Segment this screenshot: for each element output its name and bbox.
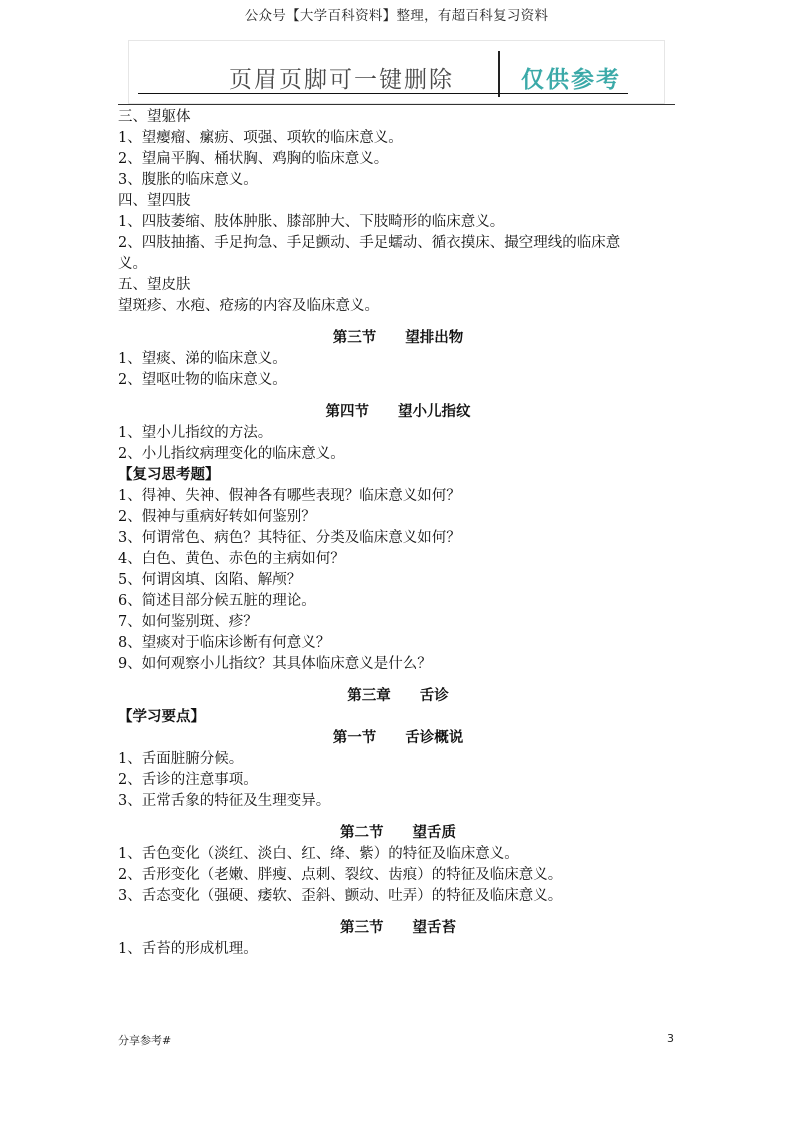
text-line: 三、望躯体 [118,109,191,125]
text-line: 五、望皮肤 [118,277,191,293]
section-heading: 第三节 望排出物 [332,330,464,346]
bold-label: 【学习要点】 [118,709,205,725]
text-line: 1、四肢萎缩、肢体肿胀、膝部肿大、下肢畸形的临床意义。 [118,214,505,230]
text-line: 5、何谓囟填、囟陷、解颅？ [118,572,302,588]
text-line: 1、望小儿指纹的方法。 [118,425,273,441]
text-line: 2、望呕吐物的临床意义。 [118,372,287,388]
text-line: 2、舌形变化（老嫩、胖瘦、点刺、裂纹、齿痕）的特征及临床意义。 [118,867,563,883]
section-heading: 第三章 舌诊 [347,688,449,704]
section-heading: 第一节 舌诊概说 [332,730,464,746]
text-line: 四、望四肢 [118,193,191,209]
section-heading: 第二节 望舌质 [340,825,456,841]
text-line: 1、舌面脏腑分候。 [118,751,244,767]
text-line: 2、小儿指纹病理变化的临床意义。 [118,446,345,462]
text-line: 1、舌色变化（淡红、淡白、红、绛、紫）的特征及临床意义。 [118,846,519,862]
text-line: 1、望瘿瘤、瘰疬、项强、项软的临床意义。 [118,130,403,146]
banner-underline [138,93,628,94]
text-line: 1、望痰、涕的临床意义。 [118,351,287,367]
text-line: 3、何谓常色、病色？其特征、分类及临床意义如何？ [118,530,461,546]
text-line: 1、得神、失神、假神各有哪些表现？临床意义如何？ [118,488,461,504]
text-line: 8、望痰对于临床诊断有何意义？ [118,635,331,651]
paragraph-gap [118,391,678,402]
section-heading: 第三节 望舌苔 [340,920,456,936]
text-line: 4、白色、黄色、赤色的主病如何？ [118,551,345,567]
paragraph-gap [118,317,678,328]
text-line: 7、如何鉴别斑、疹？ [118,614,258,630]
text-line: 2、假神与重病好转如何鉴别？ [118,509,316,525]
text-line: 6、简述目部分候五脏的理论。 [118,593,316,609]
header-rule [118,104,675,105]
paragraph-gap [118,812,678,823]
text-line: 3、腹胀的临床意义。 [118,172,258,188]
text-line: 3、舌态变化（强硬、痿软、歪斜、颤动、吐弄）的特征及临床意义。 [118,888,563,904]
section-heading: 第四节 望小儿指纹 [325,404,471,420]
banner-left-text: 页眉页脚可一键删除 [229,67,454,93]
page-number: 3 [667,1032,674,1045]
header-banner [128,40,665,104]
top-caption: 公众号【大学百科资料】整理，有超百科复习资料 [244,8,549,24]
text-line: 1、舌苔的形成机理。 [118,941,258,957]
text-line: 2、望扁平胸、桶状胸、鸡胸的临床意义。 [118,151,389,167]
paragraph-gap [118,675,678,686]
text-line: 望斑疹、水疱、疮疡的内容及临床意义。 [118,298,379,314]
text-line: 2、四肢抽搐、手足拘急、手足颤动、手足蠕动、循衣摸床、撮空理线的临床意 [118,235,621,251]
text-line: 9、如何观察小儿指纹？其具体临床意义是什么？ [118,656,432,672]
bold-label: 【复习思考题】 [118,467,220,483]
document-body [118,107,678,960]
text-line: 2、舌诊的注意事项。 [118,772,258,788]
text-line: 义。 [118,256,147,272]
paragraph-gap [118,907,678,918]
banner-right-text: 仅供参考 [521,67,621,93]
footer-label: 分享参考# [118,1034,172,1047]
banner-divider [498,51,500,97]
text-line: 3、正常舌象的特征及生理变异。 [118,793,331,809]
